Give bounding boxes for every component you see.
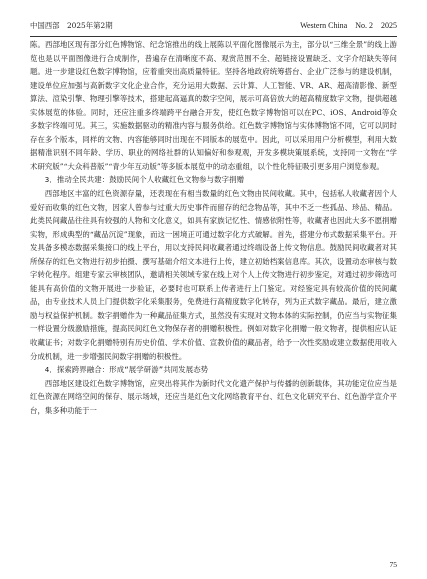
section-heading: 4．探索跨界融合：形成“展学研游”共同发展态势: [44, 365, 209, 375]
journal-issue-en: Western China No. 2 2025: [300, 20, 397, 30]
paragraph: 西部地区丰富的红色资源存量，还表现在有相当数量的红色文物由民间收藏。其中，包括私人收藏者因个人爱好而收集的红色文物，因家人曾参与过重大历史事件而留存的纪念物品等，其中不乏一些孤品、珍品、精品。此类民间藏品往往具有较强的人物和文化意义，如具有家族记忆性、情感依附性等，收藏者也因此大多不愿捐赠实物，形成典型的“藏品沉淀”现象，而这一困境正可通过数字化方式破解。首先，搭建分布式数据采集平台。开发具备多模态数据采集接口的线上平台，用以支持民间收藏者通过终端设备上传文物信息。鼓励民间收藏者对其所保存的红色文物进行初步拍摄、撰写基础介绍文本进行上传，建立初始档案信息库。其次，设置动态审核与数字转化程序。组建专家云审核团队，邀请相关领域专家在线上对个人上传文物进行初步鉴定，对通过初步筛选可能具有高价值的文物开展进一步验证，必要时也可联系上传者进行上门鉴定。对经鉴定具有较高价值的民间藏品，由专业技术人员上门提供数字化采集服务，免费进行高精度数字化转存，列为正式数字藏品。最后，建立激励与权益保护机制。数字捐赠作为一种藏品征集方式，虽然没有实现对文物本体的实际控制，仍应当与实物征集一样设置分级激励措施，提高民间红色文物保存者的捐赠积极性。例如对数字化捐赠一般文物者，提供相应认证收藏证书；对数字化捐赠特别有历史价值、学术价值、宣教价值的藏品者，给予一次性奖励或建立数据使用收入分成机制，进一步增强民间数字捐赠的积极性。: [30, 189, 397, 361]
section-heading: 3．推动全民共建：鼓励民间个人收藏红色文物参与数字捐赠: [44, 175, 245, 185]
page-number: 75: [389, 560, 397, 569]
journal-issue-cn: 中国西部 2025年第2期: [30, 20, 113, 30]
body-text: [30, 38, 397, 417]
paragraph: 西部地区建设红色数字博物馆，应突出将其作为新时代文化遗产保护与传播的创新载体，其功能定位应当是红色资源在网络空间的保存、展示场域，还应当是红色文化网络教育平台、红色文化研究平台、红色游学宣介平台，集多种功能于一: [30, 378, 397, 415]
running-header: [30, 18, 397, 37]
paragraph: 陈。西部地区现有部分红色博物馆、纪念馆推出的线上展陈以平面化图像展示为主，部分以“三维全景”的线上游览也是以平面图像进行合成制作，普遍存在清晰度不高、观赏范围不全、超链接设置缺乏、文字介绍缺失等问题。进一步建设红色数字博物馆，应着重突出高质量特征。坚持各地政府统筹搭台、企业广泛参与的建设机制，建设单位应加强与高新数字文化企业合作，充分运用大数据、云计算、人工智能、VR、AR、超高清影像、新型算法、渲染引擎、物理引擎等技术，搭建起高逼真的数字空间，展示可高倍放大的超高精度数字文物，提供超越实体展览的体验。同时，还应注重多终端跨平台融合开发，使红色数字博物馆可以在PC、iOS、Android等众多数字终端可见。其三，实施数据驱动的精准内容与服务供给。红色数字博物馆与实体博物馆不同，它可以同时存在多个版本，同样的文物、内容能够同时出现在不同版本的展览中。因此，可以采用用户分析模型，利用大数据精准识别不同年龄、学历、职业的网络社群的认知偏好和参观观，开发多模块策展系统，支持同一文物在“学术研究版”“大众科普版”“青少年互动版”等多版本展览中的动态重组，以个性化特征吸引更多用户浏览参观。: [30, 40, 397, 171]
